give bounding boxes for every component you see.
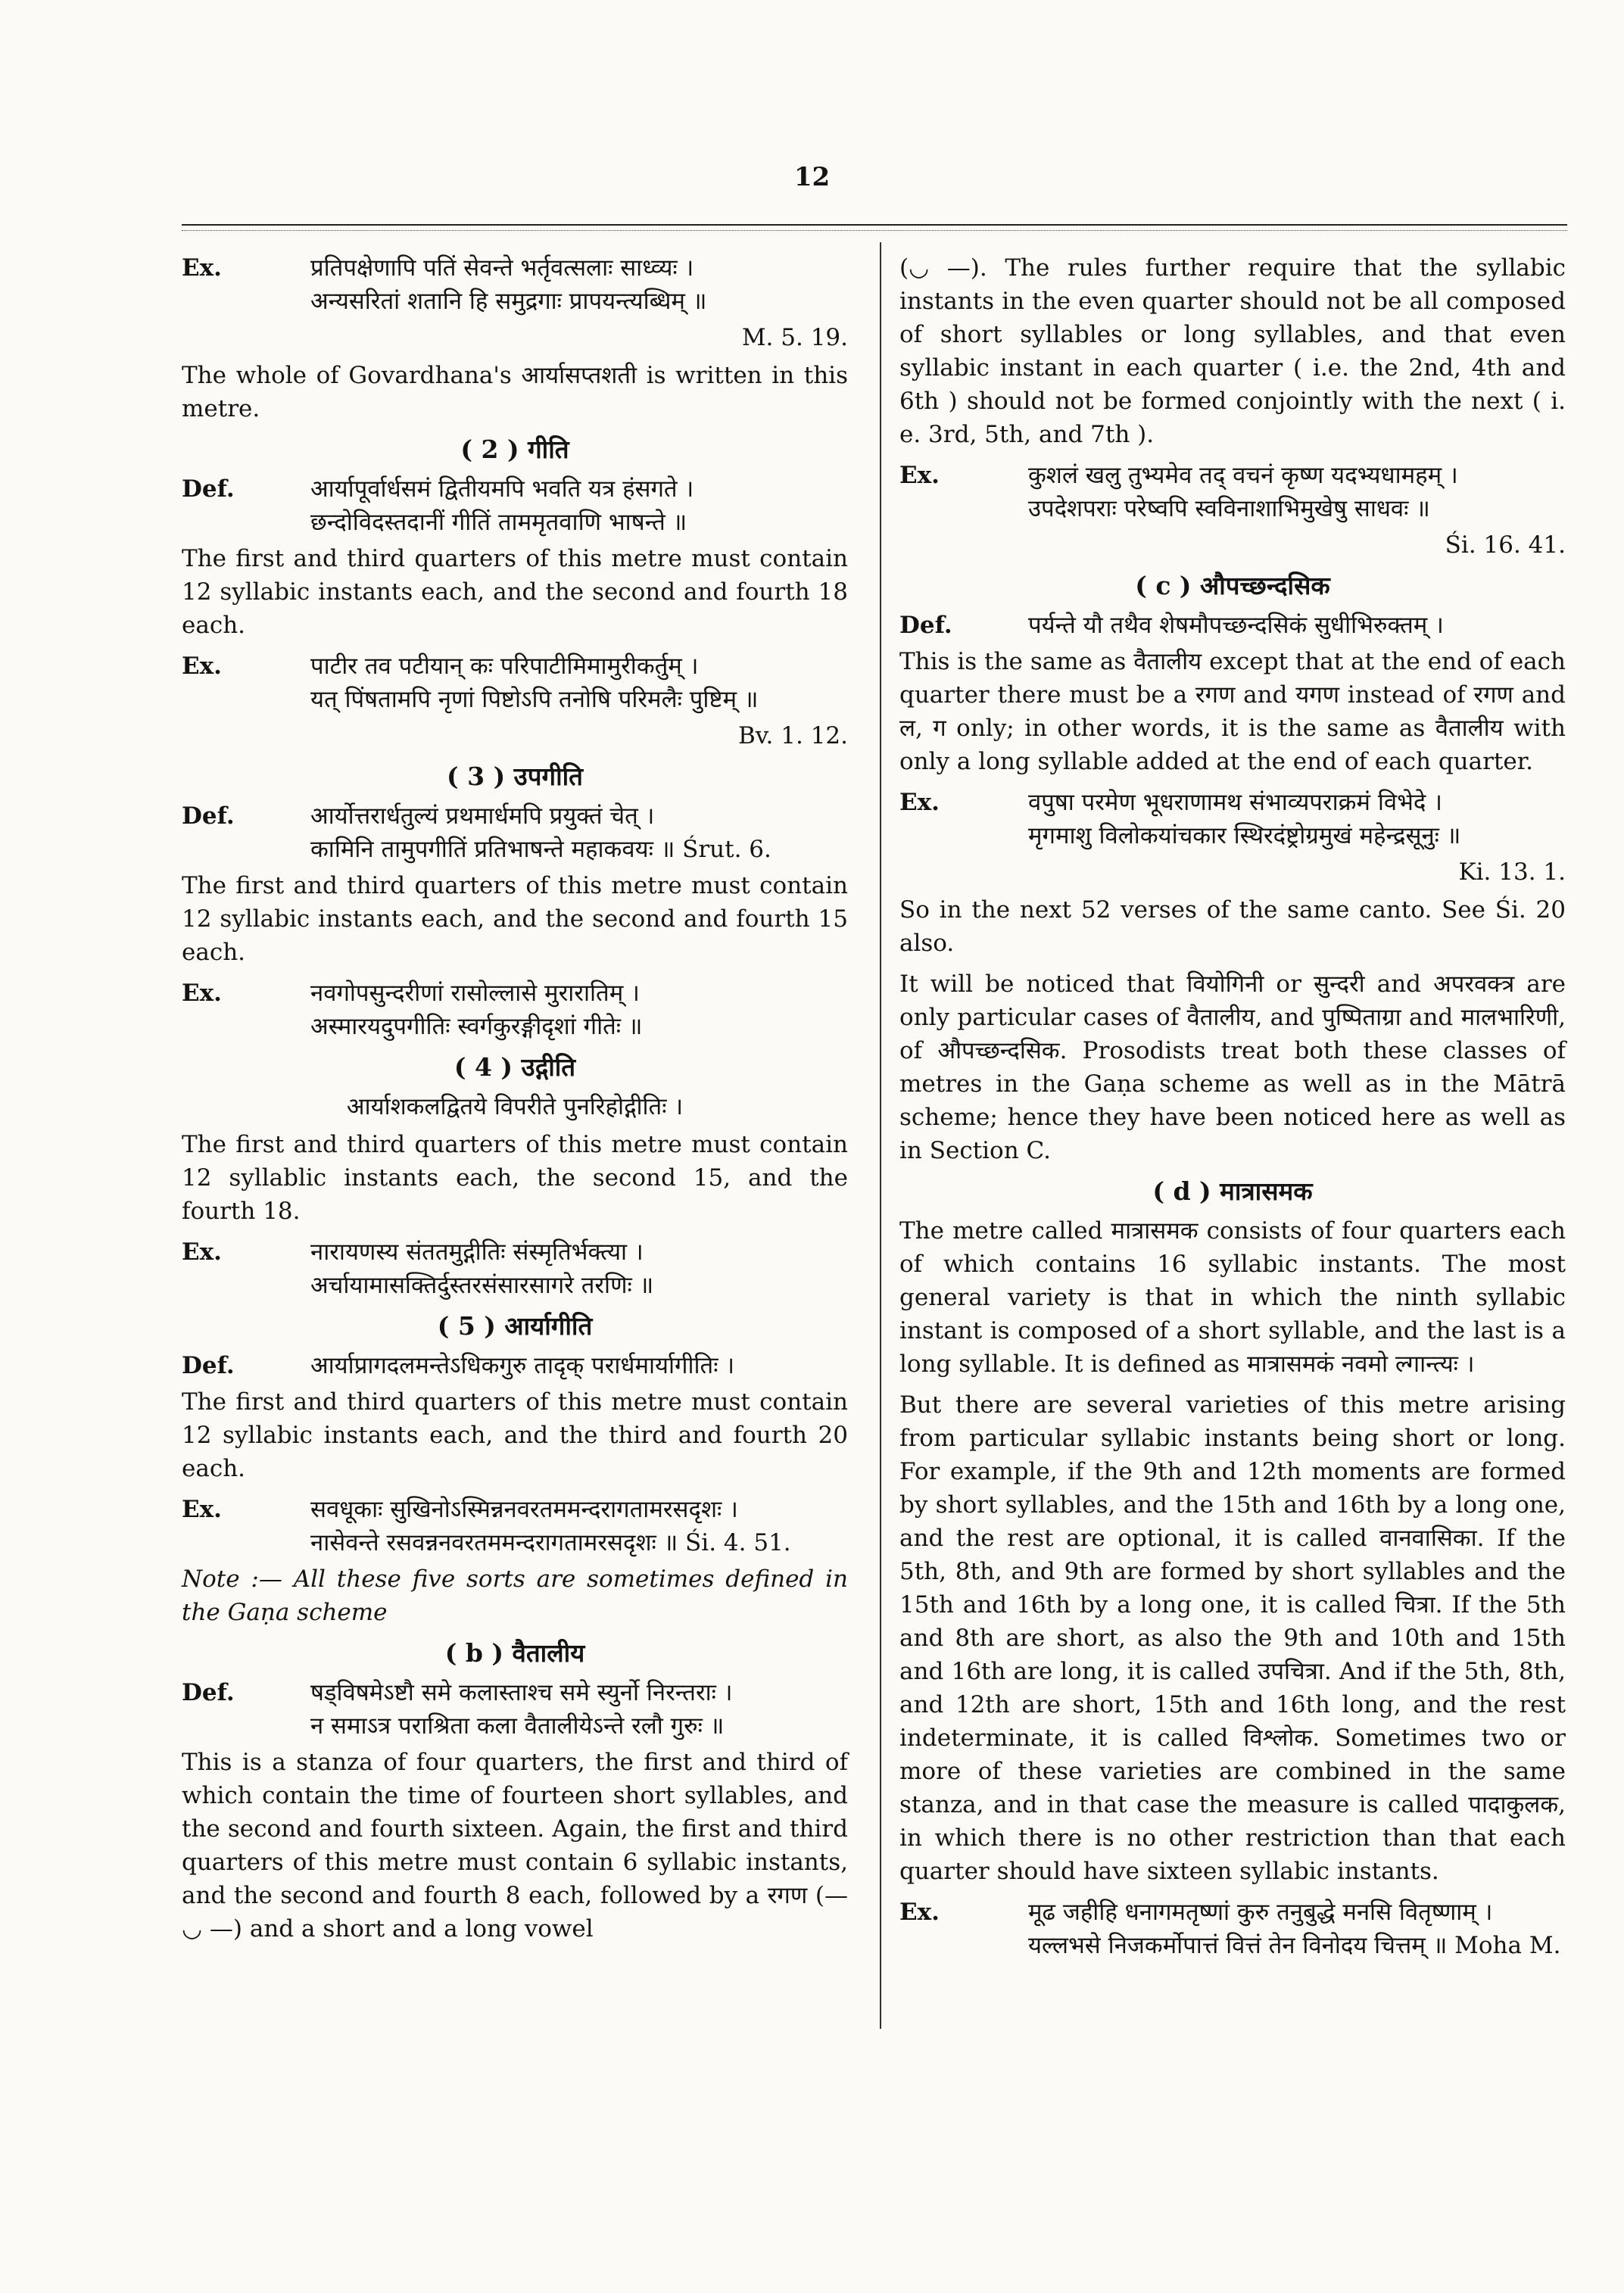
verse-line: नासेवन्ते रसवन्ननवरतममन्दरागतामरसदृशः ॥ Śi. 4. 51. [310,1529,791,1556]
def-label: Def. [899,612,952,639]
example-block [899,786,1566,852]
ex-label: Ex. [899,1899,940,1926]
paragraph: The first and third quarters of this metre must contain 12 syllablic instants each, the second 15, and the fourth 18. [182,1131,848,1225]
definition-block [182,1676,848,1743]
example-block [182,251,848,318]
definition-block [182,799,848,866]
verse-line: अस्मारयदुपगीतिः स्वर्गकुरङ्गीदृशां गीतेः ॥ [310,1013,643,1040]
paragraph: So in the next 52 verses of the same canto. See Śi. 20 also. [899,896,1566,957]
example-block [182,977,848,1043]
definition-block [182,1349,848,1382]
ex-label: Ex. [182,1496,222,1523]
paragraph: The whole of Govardhana's आर्यासप्तशती is written in this metre. [182,362,848,422]
example-block [182,1235,848,1302]
citation: Śi. 16. 41. [1445,531,1566,559]
definition-block [899,609,1566,642]
right-column [899,248,1566,1965]
verse-line: आर्योत्तरार्धतुल्यं प्रथमार्धमपि प्रयुक्तं चेत् । [310,802,655,830]
verse-line: वपुषा परमेण भूधराणामथ संभाव्यपराक्रमं विभेदे । [1028,789,1442,816]
page-number: 12 [793,162,831,192]
ex-label: Ex. [182,653,222,680]
verse-line: सवधूकाः सुखिनोऽस्मिन्ननवरतममन्दरागतामरसदृशः । [310,1496,738,1523]
header-rule [182,224,1567,231]
verse-line: मूढ जहीहि धनागमतृष्णां कुरु तनुबुद्धे मनसि वितृष्णाम् । [1028,1899,1493,1926]
paragraph: The metre called मात्रासमक consists of four quarters each of which contains 16 syllabic instants. The most general variety is that in which the ninth syllabic instant is composed of a short syllable, and the last is a long syllable. It is defined as मात्रासमकं नवमो ल्गान्त्यः । [899,1217,1566,1378]
paragraph: (◡ —). The rules further require that the syllabic instants in the even quarter should not be all composed of short syllables or long syllables, and that even syllabic instant in each quarter ( i.e. the 2nd, 4th and 6th ) should not be formed conjointly with the next ( i. e. 3rd, 5th, and 7th ). [899,254,1566,448]
section-heading: ( d ) मात्रासमक [1152,1176,1313,1206]
citation: M. 5. 19. [741,324,848,351]
verse-line: नारायणस्य संततमुद्गीतिः संस्मृतिर्भक्त्या । [310,1238,644,1266]
def-label: Def. [182,1352,235,1379]
paragraph: The first and third quarters of this metre must contain 12 syllabic instants each, and the second and fourth 15 each. [182,872,848,966]
verse-line: यत् पिंषतामपि नृणां पिष्टोऽपि तनोषि परिमलैः पुष्टिम् ॥ [310,686,759,713]
ex-label: Ex. [182,1238,222,1266]
paragraph: This is a stanza of four quarters, the first and third of which contain the time of fourteen short syllables, and the second and fourth sixteen. Again, the first and third quarters of this metre must contain 6 syllabic instants, and the second and fourth 8 each, followed by a रगण (— ◡ —) and a short and a long vowel [182,1749,848,1943]
verse-line: नवगोपसुन्दरीणां रासोल्लासे मुरारातिम् । [310,980,640,1007]
ex-label: Ex. [899,789,940,816]
section-heading: ( 4 ) उद्गीति [454,1052,576,1082]
example-block [899,459,1566,525]
def-label: Def. [182,1679,235,1706]
verse-line: छन्दोविदस्तदानीं गीतिं ताममृतवाणि भाषन्ते ॥ [310,509,687,536]
ex-label: Ex. [182,254,222,282]
def-label: Def. [182,475,235,503]
example-block [899,1896,1566,1962]
verse-line: अर्चायामासक्तिर्दुस्तरसंसारसागरे तरणिः ॥ [310,1272,654,1299]
verse-line: यल्लभसे निजकर्मोपात्तं वित्तं तेन विनोदय चित्तम् ॥ Moha M. [1028,1932,1561,1959]
section-heading: ( c ) औपच्छन्दसिक [1135,571,1330,600]
definition-line: आर्याशकलद्वितये विपरीते पुनरिहोद्गीतिः । [346,1093,684,1120]
verse-line: प्रतिपक्षेणापि पतिं सेवन्ते भर्तृवत्सलाः साध्व्यः । [310,254,694,282]
ex-label: Ex. [899,462,940,489]
left-column [182,248,848,1953]
paragraph: It will be noticed that वियोगिनी or सुन्दरी and अपरवक्त्र are only particular cases of वैतालीय, and पुष्पिताग्रा and मालभारिणी, of औपच्छन्दसिक. Prosodists treat both these classes of metres in the Gaṇa scheme as well as in the Mātrā scheme; hence they have been noticed here as well as in Section C. [899,970,1566,1164]
example-block [182,650,848,716]
definition-block [182,472,848,539]
citation: Ki. 13. 1. [1458,858,1566,886]
paragraph: The first and third quarters of this metre must contain 12 syllabic instants each, and the second and fourth 18 each. [182,545,848,639]
section-heading: ( 3 ) उपगीति [447,762,583,791]
paragraph: But there are several varieties of this metre arising from particular syllabic instants being short or long. For example, if the 9th and 12th moments are formed by short syllables, and the 15th and 16th by a long one, and the rest are optional, it is called वानवासिका. If the 5th, 8th, and 9th are formed by short syllables and the 15th and 16th by a long one, it is called चित्रा. If the 5th and 8th are short, as also the 9th and 10th and 15th and 16th are long, it is called उपचित्रा. And if the 5th, 8th, and 12th are short, 15th and 16th long, and the rest indeterminate, it is called विश्लोक. Sometimes two or more of these varieties are combined in the same stanza, and in that case the measure is called पादाकुलक, in which there is no other restriction than that each quarter should have sixteen syllabic instants. [899,1391,1566,1885]
verse-line: अन्यसरितां शतानि हि समुद्रगाः प्रापयन्त्यब्धिम् ॥ [310,288,707,315]
verse-line: न समाऽत्र पराश्रिता कला वैतालीयेऽन्ते रलौ गुरुः ॥ [310,1712,725,1740]
example-block [182,1493,848,1559]
verse-line: पाटीर तव पटीयान् कः परिपाटीमिमामुरीकर्तुम् । [310,653,699,680]
verse-line: उपदेशपराः परेष्वपि स्वविनाशाभिमुखेषु साधवः ॥ [1028,495,1430,522]
verse-line: आर्यापूर्वार्धसमं द्वितीयमपि भवति यत्र हंसगते । [310,475,694,503]
citation: Bv. 1. 12. [737,722,848,749]
ex-label: Ex. [182,980,222,1007]
paragraph: This is the same as वैतालीय except that at the end of each quarter there must be a रगण and यगण instead of रगण and ल, ग only; in other words, it is the same as वैतालीय with only a long syllable added at the end of each quarter. [899,648,1566,775]
section-heading: ( 5 ) आर्यागीति [437,1311,593,1341]
note: Note :— All these five sorts are sometimes defined in the Gaṇa scheme [182,1566,848,1626]
verse-line: षड्विषमेऽष्टौ समे कलास्ताश्च समे स्युर्नो निरन्तराः । [310,1679,733,1706]
column-divider [880,242,881,2029]
verse-line: मृगमाशु विलोकयांचकार स्थिरदंष्ट्रोग्रमुखं महेन्द्रसूनुः ॥ [1028,822,1461,849]
verse-line: आर्याप्रागदलमन्तेऽधिकगुरु तादृक् परार्धमार्यागीतिः । [310,1352,735,1379]
verse-line: पर्यन्ते यौ तथैव शेषमौपच्छन्दसिकं सुधीभिरुक्तम् । [1028,612,1444,639]
paragraph: The first and third quarters of this metre must contain 12 syllabic instants each, and the third and fourth 20 each. [182,1388,848,1482]
section-heading: ( b ) वैतालीय [444,1638,585,1668]
verse-line: कुशलं खलु तुभ्यमेव तद् वचनं कृष्ण यदभ्यधामहम् । [1028,462,1458,489]
section-heading: ( 2 ) गीति [460,435,569,464]
def-label: Def. [182,802,235,830]
verse-line: कामिनि तामुपगीतिं प्रतिभाषन्ते महाकवयः ॥ Śrut. 6. [310,836,771,863]
